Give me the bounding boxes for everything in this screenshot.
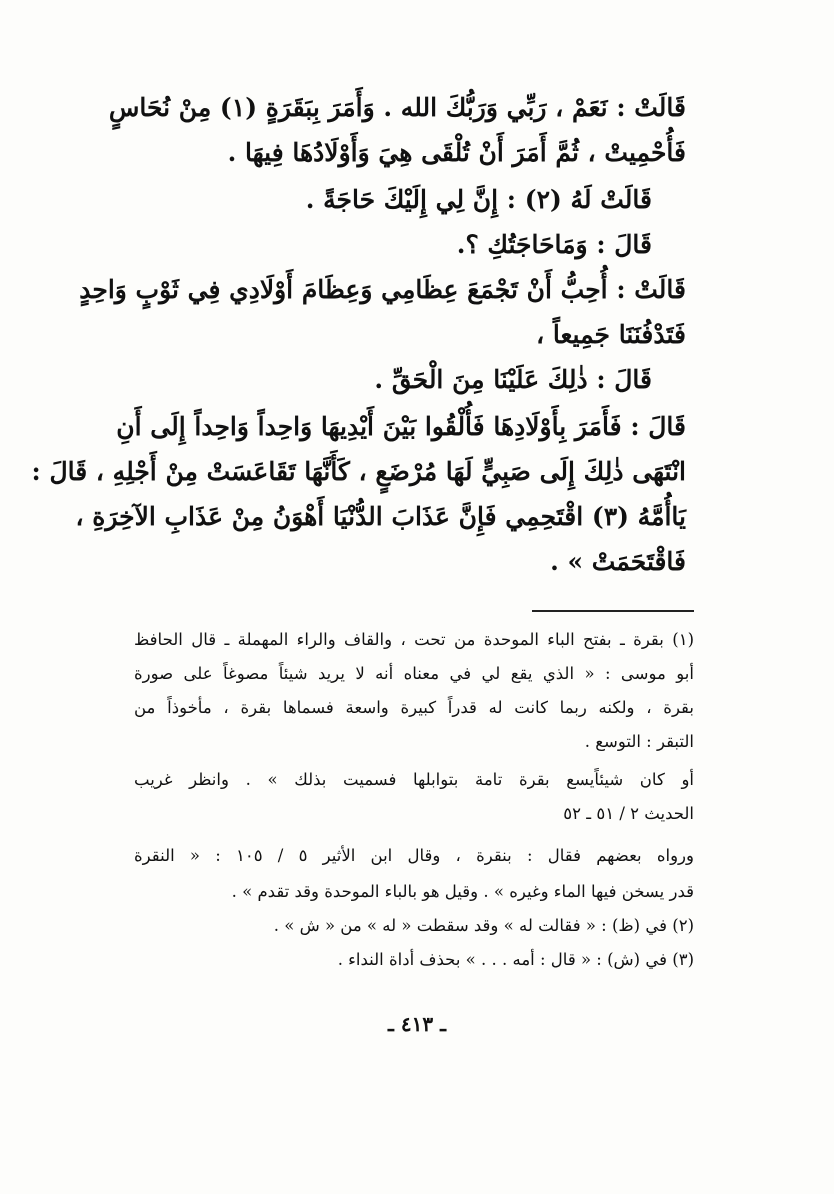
main-text-line-9: انْتَهَى ذٰلِكَ إِلَى صَبِيٍّ لَهَا مُرْضَعٍ ، كَأَنَّهَا تَقَاعَسَتْ مِنْ أَجْلِهِ ، قَالَ : <box>31 457 686 486</box>
footnote-line-1: (١) بقرة ـ بفتح الباء الموحدة من تحت ، والقاف والراء المهملة ـ قال الحافظ <box>134 630 694 649</box>
main-text-line-6: فَتَدْفُنَنَا جَمِيعاً ، <box>536 320 686 349</box>
main-text-line-4: قَالَ : وَمَاحَاجَتُكِ ؟. <box>456 230 652 259</box>
main-text-line-2: فَأُحْمِيتْ ، ثُمَّ أَمَرَ أَنْ تُلْقَى هِيَ وَأَوْلَادُهَا فِيهَا . <box>227 138 686 167</box>
footnote-line-2: أبو موسى : « الذي يقع لي في معناه أنه لا يريد شيئاً مصوغاً على صورة <box>134 664 694 683</box>
footnote-line-5: أو كان شيئاًيسع بقرة تامة بتوابلها فسميت بذلك » . وانظر غريب <box>134 770 694 789</box>
footnote-line-4: التبقر : التوسع . <box>584 732 694 751</box>
footnote-line-6: الحديث ٢ / ٥١ ـ ٥٢ <box>563 804 694 823</box>
footnote-separator <box>532 610 694 612</box>
footnote-line-10: (٣) في (ش) : « قال : أمه . . . » بحذف أداة النداء . <box>337 950 694 969</box>
footnote-line-8: قدر يسخن فيها الماء وغيره » . وقيل هو بالباء الموحدة وقد تقدم » . <box>231 882 694 901</box>
main-text-line-11: فَاقْتَحَمَتْ » . <box>550 547 686 576</box>
footnote-line-9: (٢) في (ظ) : « فقالت له » وقد سقطت « له » من « ش » . <box>273 916 694 935</box>
main-text-line-5: قَالَتْ : أُحِبُّ أَنْ تَجْمَعَ عِظَامِي وَعِظَامَ أَوْلَادِي فِي ثَوْبٍ وَاحِدٍ <box>79 275 686 304</box>
main-text-line-7: قَالَ : ذٰلِكَ عَلَيْنَا مِنَ الْحَقِّ . <box>374 365 652 394</box>
page-number: ـ ٤١٣ ـ <box>388 1012 446 1036</box>
footnote-line-7: ورواه بعضهم فقال : بنقرة ، وقال ابن الأثير ٥ / ١٠٥ : « النقرة <box>134 846 694 865</box>
footnote-line-3: بقرة ، ولكنه ربما كانت له قدراً كبيرة واسعة فسماها بقرة ، مأخوذاً من <box>134 698 694 717</box>
main-text-line-1: قَالَتْ : نَعَمْ ، رَبِّي وَرَبُّكَ الله . وَأَمَرَ بِبَقَرَةٍ (١) مِنْ نُحَاسٍ <box>108 93 686 122</box>
main-text-line-3: قَالَتْ لَهُ (٢) : إِنَّ لِي إِلَيْكَ حَاجَةً . <box>305 185 652 214</box>
main-text-line-8: قَالَ : فَأَمَرَ بِأَوْلَادِهَا فَأُلْقُوا بَيْنَ أَيْدِيهَا وَاحِداً وَاحِداً إِلَى أَنِ <box>116 412 686 441</box>
main-text-line-10: يَاأُمَّهُ (٣) اقْتَحِمِي فَإِنَّ عَذَابَ الدُّنْيَا أَهْوَنُ مِنْ عَذَابِ الآخِرَةِ ، <box>75 502 686 531</box>
